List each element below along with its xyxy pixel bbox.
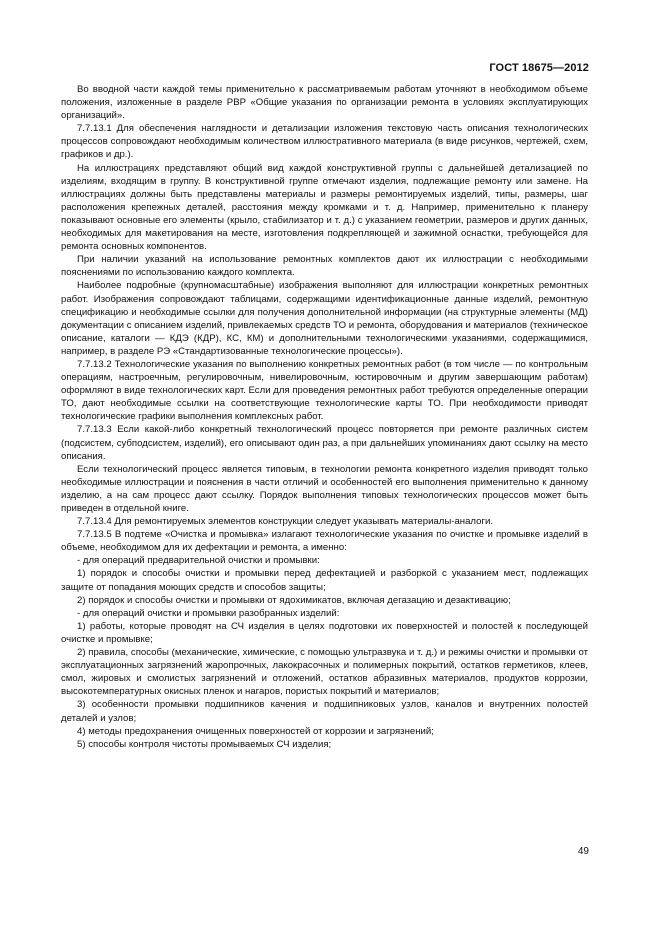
paragraph: 7.7.13.4 Для ремонтируемых элементов конструкции следует указывать материалы-аналоги. bbox=[77, 516, 493, 528]
paragraph: 7.7.13.5 В подтеме «Очистка и промывка» излагают технологические указания по очистке и промывке изделий в объеме, необходимом для их дефектации и ремонта, а именно: bbox=[61, 529, 588, 554]
list-item: 1) работы, которые проводят на СЧ изделия в целях подготовки их поверхностей и полостей к последующей очистке и промывке; bbox=[61, 620, 588, 645]
document-header: ГОСТ 18675—2012 bbox=[489, 62, 589, 74]
paragraph: Наиболее подробные (крупномасштабные) изображения выполняют для иллюстрации конкретных ремонтных работ. Изображения сопровождают таблицами, содержащими идентификационные данные изделий, ремонтную спецификацию и необходимые ссылки для получения дополнительной информации (на структурные элементы (МД) документации с описанием изделий, привлекаемых средств ТО и ремонта, оборудования и материалов (техническое описание, каталоги — КДЭ (КДР), КС, КМ) и дополнительными технологическими указаниями, содержащимися, например, в разделе РЭ «Стандартизованные технологические процессы»). bbox=[61, 280, 588, 357]
list-item: 1) порядок и способы очистки и промывки перед дефектацией и разборкой с указанием мест, подлежащих защите от попадания моющих средств и способов защиты; bbox=[61, 568, 588, 593]
list-item: 5) способы контроля чистоты промываемых СЧ изделия; bbox=[77, 738, 332, 750]
paragraph: 7.7.13.3 Если какой-либо конкретный технологический процесс повторяется при ремонте различных систем (подсистем, субподсистем, изделий), его описывают один раз, а при дальнейших упоминаниях дают ссылку на место описания. bbox=[61, 424, 588, 462]
paragraph: 7.7.13.2 Технологические указания по выполнению конкретных ремонтных работ (в том числе — по контрольным операциям, настроечным, регулировочным, нивелировочным, юстировочным и другим завершающим работам) оформляют в виде технологических карт. Если для проведения ремонтных работ требуются определенные операции ТО, дают необходимые ссылки на соответствующие технологические карты ТО. При необходимости приводят технологические графики выполнения комплексных работ. bbox=[61, 358, 588, 423]
paragraph: 7.7.13.1 Для обеспечения наглядности и детализации изложения текстовую часть описания технологических процессов сопровождают необходимым количеством иллюстративного материала (в виде рисунков, чертежей, схем, графиков и др.). bbox=[61, 123, 588, 161]
paragraph: Если технологический процесс является типовым, в технологии ремонта конкретного изделия приводят только необходимые иллюстрации и пояснения в части отличий и особенностей его выполнения применительно к данному изделию, а на сам процесс дают ссылку. Порядок выполнения типовых технологических процессов может быть приведен в отдельной книге. bbox=[61, 463, 588, 514]
list-item: 2) правила, способы (механические, химические, с помощью ультразвука и т. д.) и режимы очистки и промывки от эксплуатационных загрязнений жаропрочных, лакокрасочных и полимерных покрытий, остатков герметиков, клеев, смол, жировых и смолистых загрязнений и отложений, остатков абразивных материалов, продуктов коррозии, высокотемпературных окисных пленок и нагаров, пористых покрытий и материалов; bbox=[61, 647, 588, 698]
paragraph: На иллюстрациях представляют общий вид каждой конструктивной группы с дальнейшей детализацией по изделиям, входящим в группу. В конструктивной группе отмечают изделия, подлежащие ремонту или замене. На иллюстрациях должны быть представлены материалы и размеры ремонтируемых изделий, типы, размеры, шаг расположения крепежных деталей, расстояния между кромками и т. д. Например, применительно к планеру показывают основные его элементы (крыло, стабилизатор и т. д.) с указанием геометрии, размеров и других данных, необходимых для макетирования на месте, изготовления подкрепляющей и зажимной оснастки, требующейся для ремонта основных компонентов. bbox=[61, 162, 588, 253]
list-item: 4) методы предохранения очищенных поверхностей от коррозии и загрязнений; bbox=[77, 725, 434, 737]
list-item: - для операций очистки и промывки разобранных изделий: bbox=[77, 607, 340, 619]
list-item: 2) порядок и способы очистки и промывки от ядохимикатов, включая дегазацию и дезактивацию; bbox=[77, 594, 511, 606]
paragraph: При наличии указаний на использование ремонтных комплектов дают их иллюстрации с необходимыми пояснениями по использованию каждого комплекта. bbox=[61, 254, 588, 279]
page-number: 49 bbox=[577, 846, 589, 857]
document-body bbox=[61, 83, 588, 751]
list-item: - для операций предварительной очистки и промывки: bbox=[77, 555, 320, 567]
paragraph: Во вводной части каждой темы применительно к рассматриваемым работам уточняют в необходимом объеме положения, изложенные в разделе РВР «Общие указания по организации ремонта в условиях эксплуатирующих организаций». bbox=[61, 84, 588, 122]
list-item: 3) особенности промывки подшипников качения и подшипниковых узлов, каналов и внутренних полостей деталей и узлов; bbox=[61, 699, 588, 724]
